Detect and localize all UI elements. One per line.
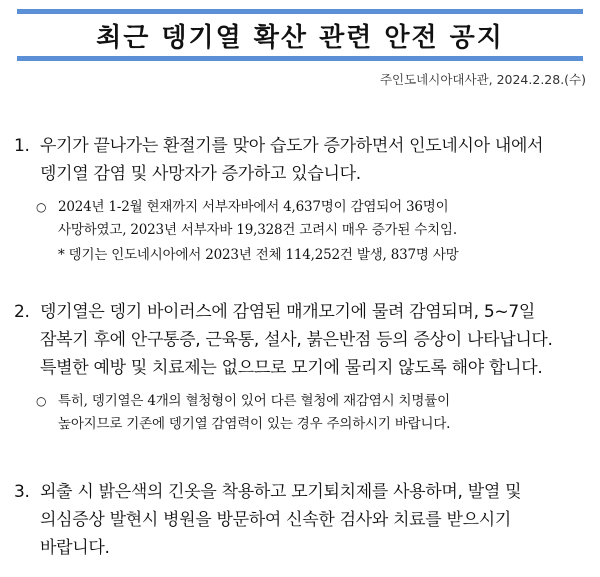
notice-item-1-detail [36, 196, 592, 242]
item-text-line: 바랍니다. [40, 538, 110, 558]
page-title: 최근 뎅기열 확산 관련 안전 공지 [96, 22, 504, 53]
item-number: 1. [14, 136, 30, 156]
item-text-line: 우기가 끝나가는 환절기를 맞아 습도가 증가하면서 인도네시아 내에서 [40, 136, 544, 156]
detail-text-line: 2024년 1-2월 현재까지 서부자바에서 4,637명이 감염되어 36명이 [58, 199, 449, 215]
item-number: 2. [14, 302, 30, 322]
notice-item-2 [14, 298, 592, 382]
notice-item-1-note: * 뎅기는 인도네시아에서 2023년 전체 114,252건 발생, 837명 사망 [58, 247, 459, 263]
item-text-line: 뎅기열 감염 및 사망자가 증가하고 있습니다. [40, 164, 361, 184]
detail-text-line: 특히, 뎅기열은 4개의 혈청형이 있어 다른 혈청에 재감염시 치명률이 [58, 393, 450, 409]
title-banner [17, 9, 583, 61]
item-text-line: 뎅기열은 뎅기 바이러스에 감염된 매개모기에 물려 감염되며, 5~7일 [40, 302, 535, 322]
item-text-line: 잠복기 후에 안구통증, 근육통, 설사, 붉은반점 등의 증상이 나타납니다. [40, 330, 553, 350]
item-text-line: 외출 시 밝은색의 긴옷을 착용하고 모기퇴치제를 사용하며, 발열 및 [40, 482, 522, 502]
item-text-line: 특별한 예방 및 치료제는 없으므로 모기에 물리지 않도록 해야 합니다. [40, 358, 543, 378]
notice-item-3 [14, 478, 592, 562]
item-number: 3. [14, 482, 30, 502]
detail-text-line: 높아지므로 기존에 뎅기열 감염력이 있는 경우 주의하시기 바랍니다. [58, 416, 451, 432]
item-text-line: 의심증상 발현시 병원을 방문하여 신속한 검사와 치료를 받으시기 [40, 510, 512, 530]
circle-bullet-icon: ○ [36, 200, 47, 214]
detail-text-line: 사망하였고, 2023년 서부자바 19,328건 고려시 매우 증가된 수치임. [58, 222, 457, 238]
issuer-date: 주인도네시아대사관, 2024.2.28.(수) [379, 72, 586, 87]
notice-item-1 [14, 132, 592, 188]
notice-item-2-detail [36, 390, 592, 436]
circle-bullet-icon: ○ [36, 394, 47, 408]
